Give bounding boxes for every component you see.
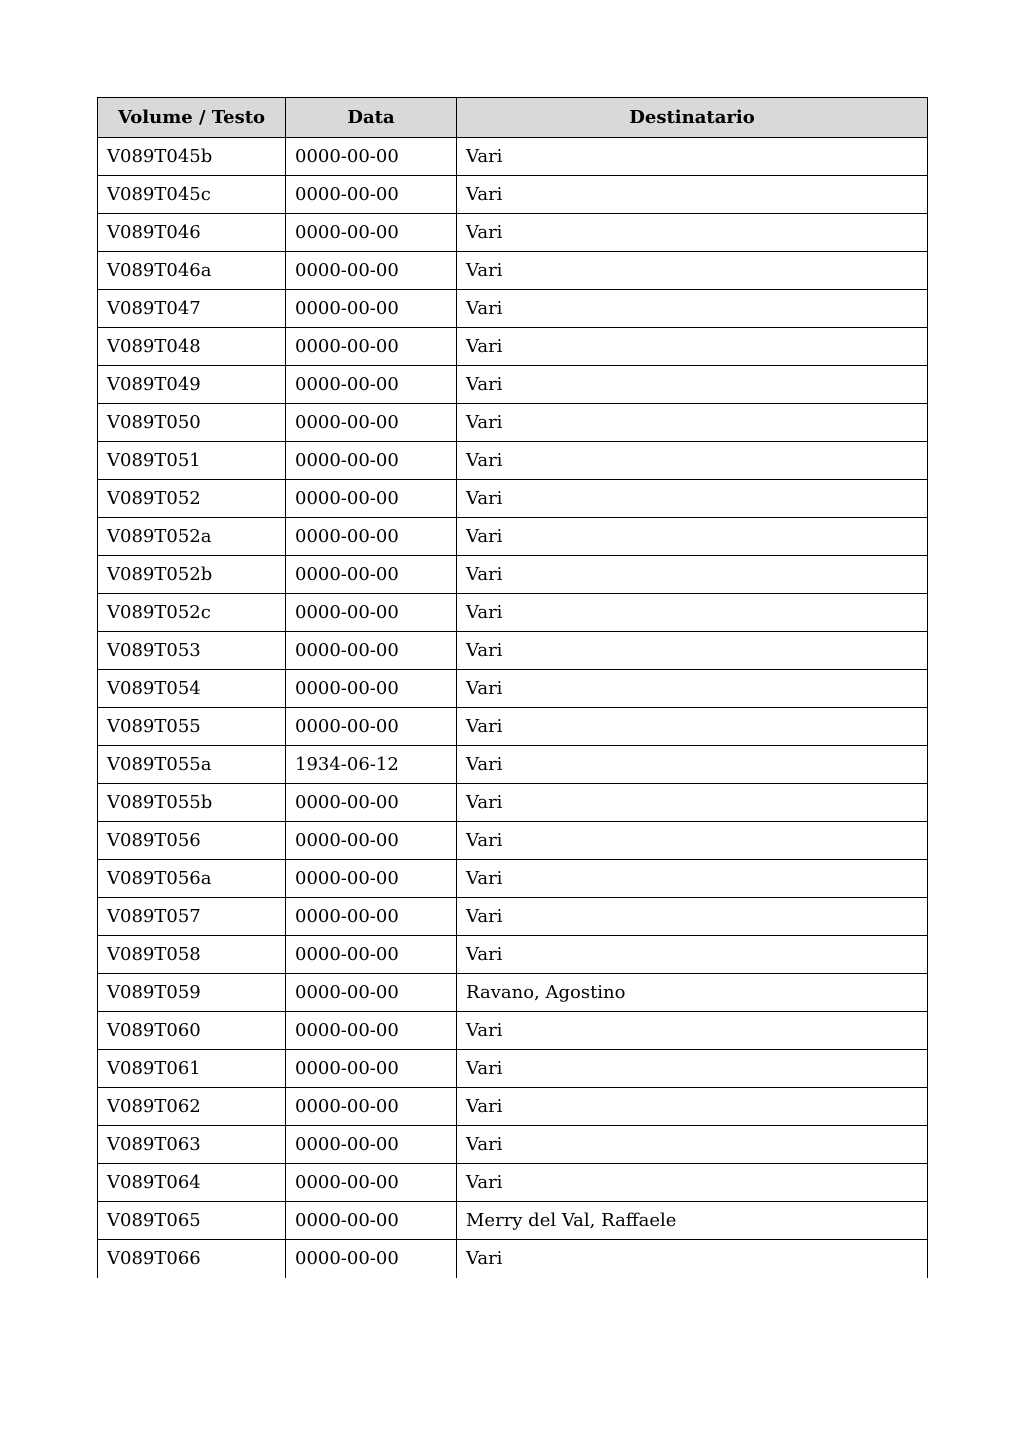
cell-data: 0000-00-00 <box>286 252 457 290</box>
table-row <box>98 898 928 936</box>
cell-data: 0000-00-00 <box>286 1050 457 1088</box>
cell-volume-testo: V089T060 <box>98 1012 286 1050</box>
cell-data: 0000-00-00 <box>286 784 457 822</box>
cell-destinatario: Vari <box>457 784 928 822</box>
cell-volume-testo: V089T058 <box>98 936 286 974</box>
cell-destinatario: Vari <box>457 518 928 556</box>
cell-destinatario: Vari <box>457 594 928 632</box>
cell-data: 0000-00-00 <box>286 138 457 176</box>
cell-volume-testo: V089T055 <box>98 708 286 746</box>
cell-destinatario: Vari <box>457 1088 928 1126</box>
cell-volume-testo: V089T052a <box>98 518 286 556</box>
table-row <box>98 1126 928 1164</box>
cell-destinatario: Vari <box>457 898 928 936</box>
cell-volume-testo: V089T054 <box>98 670 286 708</box>
cell-data: 0000-00-00 <box>286 176 457 214</box>
cell-volume-testo: V089T046a <box>98 252 286 290</box>
cell-data: 0000-00-00 <box>286 366 457 404</box>
header-data: Data <box>286 98 457 138</box>
cell-volume-testo: V089T045b <box>98 138 286 176</box>
cell-volume-testo: V089T062 <box>98 1088 286 1126</box>
cell-destinatario: Vari <box>457 708 928 746</box>
cell-volume-testo: V089T065 <box>98 1202 286 1240</box>
cell-destinatario: Vari <box>457 1126 928 1164</box>
table-row <box>98 366 928 404</box>
cell-volume-testo: V089T052b <box>98 556 286 594</box>
table-row <box>98 480 928 518</box>
cell-data: 0000-00-00 <box>286 442 457 480</box>
cell-data: 0000-00-00 <box>286 1164 457 1202</box>
table-row <box>98 1240 928 1278</box>
table-row <box>98 556 928 594</box>
table-row <box>98 328 928 366</box>
cell-data: 0000-00-00 <box>286 518 457 556</box>
cell-data: 0000-00-00 <box>286 404 457 442</box>
cell-destinatario: Vari <box>457 138 928 176</box>
table-row <box>98 176 928 214</box>
table-row <box>98 1202 928 1240</box>
table-row <box>98 822 928 860</box>
cell-destinatario: Vari <box>457 632 928 670</box>
header-volume-testo: Volume / Testo <box>98 98 286 138</box>
table-row <box>98 404 928 442</box>
table-row <box>98 442 928 480</box>
cell-volume-testo: V089T057 <box>98 898 286 936</box>
cell-destinatario: Vari <box>457 860 928 898</box>
cell-data: 0000-00-00 <box>286 1202 457 1240</box>
table-row <box>98 632 928 670</box>
cell-data: 0000-00-00 <box>286 594 457 632</box>
table-body <box>98 138 928 1278</box>
cell-data: 0000-00-00 <box>286 822 457 860</box>
table-row <box>98 290 928 328</box>
table-row <box>98 784 928 822</box>
cell-data: 0000-00-00 <box>286 632 457 670</box>
cell-data: 1934-06-12 <box>286 746 457 784</box>
table-row <box>98 594 928 632</box>
cell-data: 0000-00-00 <box>286 290 457 328</box>
cell-destinatario: Vari <box>457 442 928 480</box>
cell-volume-testo: V089T055b <box>98 784 286 822</box>
cell-destinatario: Vari <box>457 404 928 442</box>
cell-volume-testo: V089T052 <box>98 480 286 518</box>
cell-volume-testo: V089T052c <box>98 594 286 632</box>
table-row <box>98 138 928 176</box>
cell-volume-testo: V089T049 <box>98 366 286 404</box>
table-row <box>98 860 928 898</box>
cell-destinatario: Vari <box>457 1240 928 1278</box>
cell-destinatario: Vari <box>457 290 928 328</box>
cell-volume-testo: V089T056 <box>98 822 286 860</box>
table-row <box>98 708 928 746</box>
cell-destinatario: Vari <box>457 480 928 518</box>
cell-data: 0000-00-00 <box>286 1088 457 1126</box>
table-row <box>98 974 928 1012</box>
table-row <box>98 518 928 556</box>
cell-data: 0000-00-00 <box>286 898 457 936</box>
cell-destinatario: Merry del Val, Raffaele <box>457 1202 928 1240</box>
table-row <box>98 670 928 708</box>
cell-data: 0000-00-00 <box>286 480 457 518</box>
table-row <box>98 1088 928 1126</box>
cell-volume-testo: V089T059 <box>98 974 286 1012</box>
table-row <box>98 1164 928 1202</box>
cell-data: 0000-00-00 <box>286 1240 457 1278</box>
cell-destinatario: Vari <box>457 1012 928 1050</box>
table-row <box>98 1012 928 1050</box>
cell-volume-testo: V089T047 <box>98 290 286 328</box>
table-row <box>98 746 928 784</box>
cell-destinatario: Ravano, Agostino <box>457 974 928 1012</box>
cell-destinatario: Vari <box>457 1164 928 1202</box>
cell-data: 0000-00-00 <box>286 860 457 898</box>
cell-destinatario: Vari <box>457 1050 928 1088</box>
cell-destinatario: Vari <box>457 252 928 290</box>
cell-volume-testo: V089T064 <box>98 1164 286 1202</box>
cell-destinatario: Vari <box>457 328 928 366</box>
cell-destinatario: Vari <box>457 822 928 860</box>
cell-destinatario: Vari <box>457 176 928 214</box>
cell-volume-testo: V089T050 <box>98 404 286 442</box>
cell-volume-testo: V089T053 <box>98 632 286 670</box>
cell-destinatario: Vari <box>457 936 928 974</box>
cell-destinatario: Vari <box>457 214 928 252</box>
cell-volume-testo: V089T048 <box>98 328 286 366</box>
cell-volume-testo: V089T066 <box>98 1240 286 1278</box>
cell-data: 0000-00-00 <box>286 670 457 708</box>
cell-destinatario: Vari <box>457 556 928 594</box>
cell-volume-testo: V089T045c <box>98 176 286 214</box>
header-row <box>98 98 928 138</box>
cell-volume-testo: V089T061 <box>98 1050 286 1088</box>
cell-data: 0000-00-00 <box>286 936 457 974</box>
cell-data: 0000-00-00 <box>286 328 457 366</box>
cell-volume-testo: V089T056a <box>98 860 286 898</box>
header-destinatario: Destinatario <box>457 98 928 138</box>
cell-data: 0000-00-00 <box>286 708 457 746</box>
cell-data: 0000-00-00 <box>286 214 457 252</box>
cell-data: 0000-00-00 <box>286 1012 457 1050</box>
cell-destinatario: Vari <box>457 746 928 784</box>
table-header <box>98 98 928 138</box>
cell-data: 0000-00-00 <box>286 556 457 594</box>
cell-data: 0000-00-00 <box>286 974 457 1012</box>
cell-destinatario: Vari <box>457 366 928 404</box>
table-row <box>98 1050 928 1088</box>
table-row <box>98 214 928 252</box>
table-row <box>98 936 928 974</box>
cell-volume-testo: V089T063 <box>98 1126 286 1164</box>
cell-volume-testo: V089T046 <box>98 214 286 252</box>
register-table <box>97 97 928 1278</box>
cell-volume-testo: V089T055a <box>98 746 286 784</box>
table-row <box>98 252 928 290</box>
cell-destinatario: Vari <box>457 670 928 708</box>
cell-volume-testo: V089T051 <box>98 442 286 480</box>
cell-data: 0000-00-00 <box>286 1126 457 1164</box>
